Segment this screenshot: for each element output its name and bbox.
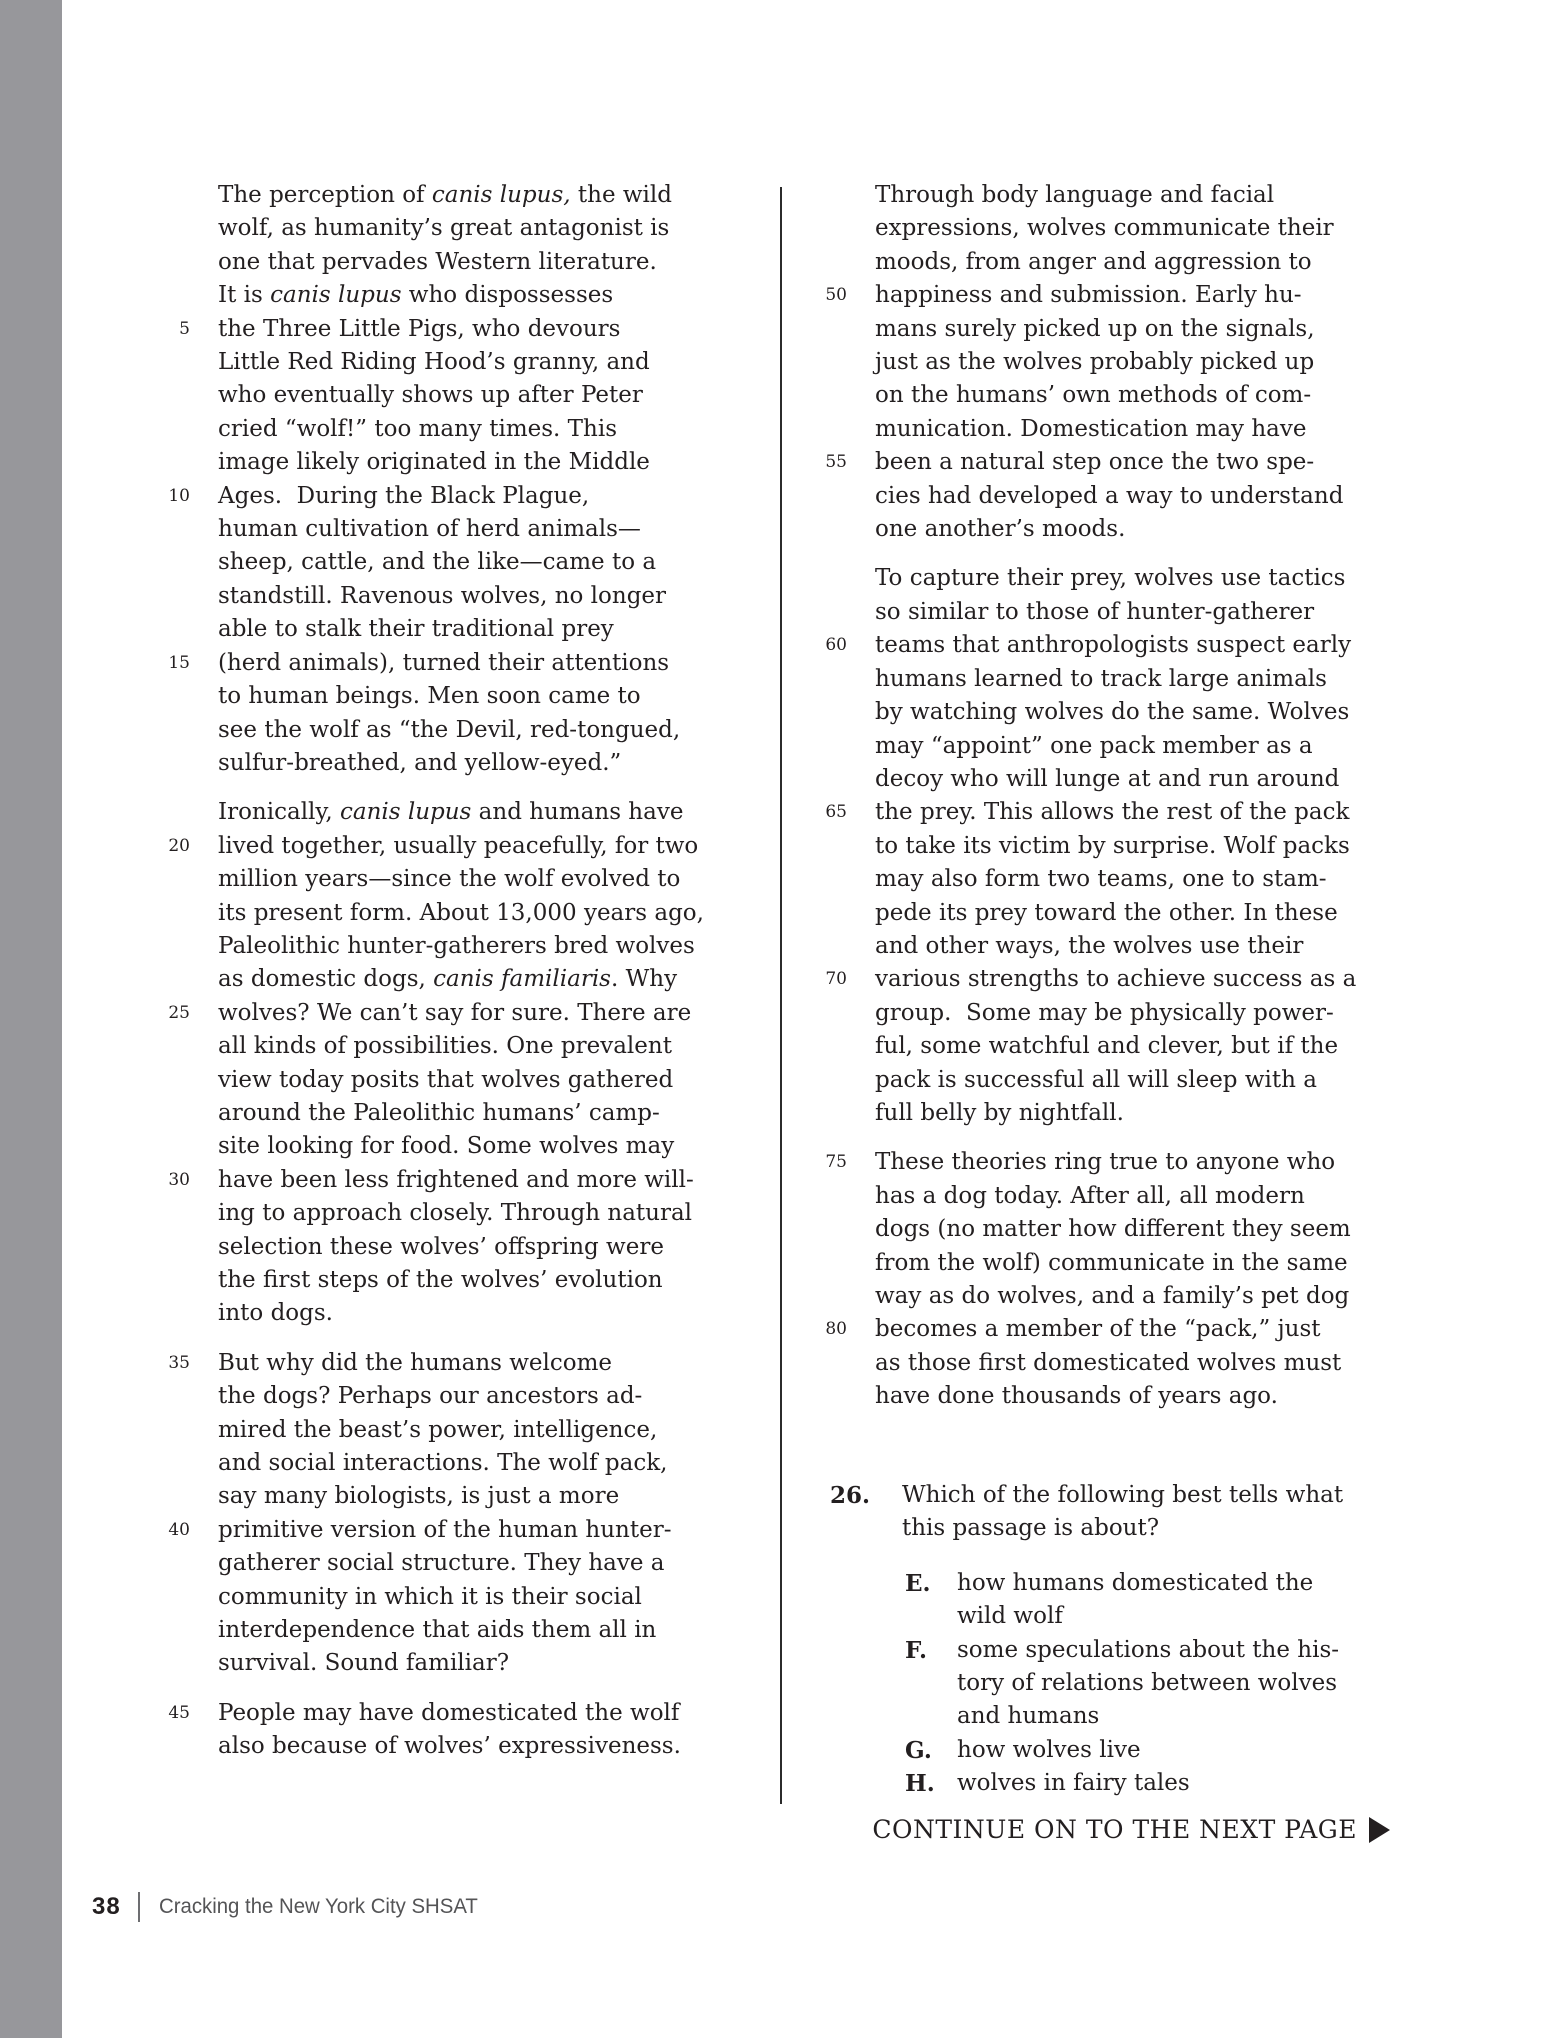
- passage-line: pack is successful all will sleep with a: [875, 1066, 1317, 1093]
- passage-line: The perception of canis lupus, the wild: [218, 182, 672, 208]
- line-number: 15: [168, 652, 190, 673]
- passage-right-column: [825, 179, 1435, 1414]
- passage-left-column: [168, 179, 774, 1764]
- passage-line: To capture their prey, wolves use tactics: [875, 565, 1346, 592]
- passage-line: into dogs.: [218, 1300, 333, 1327]
- passage-line: sulfur-breathed, and yellow-eyed.”: [218, 749, 622, 776]
- passage-line: Paleolithic hunter-gatherers bred wolves: [218, 932, 695, 959]
- question-stem-line: this passage is about?: [902, 1515, 1160, 1542]
- passage-line: just as the wolves probably picked up: [875, 349, 1315, 376]
- line-number: 80: [825, 1319, 847, 1340]
- footer-separator: [138, 1892, 140, 1922]
- passage-line: wolf, as humanity’s great antagonist is: [218, 215, 670, 242]
- line-number: 35: [168, 1352, 190, 1373]
- passage-line: human cultivation of herd animals—: [218, 516, 641, 543]
- passage-line: 5 the Three Little Pigs, who devours: [218, 313, 774, 346]
- passage-line: and social interactions. The wolf pack,: [218, 1450, 668, 1477]
- passage-line: image likely originated in the Middle: [218, 449, 650, 476]
- passage-line: may “appoint” one pack member as a: [875, 732, 1313, 759]
- answer-option-letter: G.: [905, 1736, 932, 1764]
- passage-line: community in which it is their social: [218, 1583, 642, 1610]
- passage-line: say many biologists, is just a more: [218, 1483, 620, 1510]
- answer-option-line: wolves in fairy tales: [957, 1770, 1190, 1797]
- passage-line: so similar to those of hunter-gatherer: [875, 598, 1315, 625]
- passage-line: one another’s moods.: [875, 516, 1126, 543]
- line-number: 10: [168, 485, 190, 506]
- next-page-arrow-icon: [1369, 1817, 1390, 1843]
- passage-line: as domestic dogs, canis familiaris. Why: [218, 966, 678, 993]
- passage-line: ful, some watchful and clever, but if the: [875, 1033, 1339, 1060]
- passage-line: may also form two teams, one to stam-: [875, 866, 1327, 893]
- passage-line: moods, from anger and aggression to: [875, 248, 1312, 275]
- passage-line: have done thousands of years ago.: [875, 1383, 1278, 1410]
- answer-option: [905, 1767, 1430, 1800]
- passage-line: view today posits that wolves gathered: [218, 1066, 674, 1093]
- line-number: 65: [825, 802, 847, 823]
- line-number: 20: [168, 835, 190, 856]
- passage-line: 75 These theories ring true to anyone who: [875, 1146, 1435, 1179]
- answer-option-letter: F.: [905, 1636, 928, 1664]
- passage-paragraph: [168, 1697, 774, 1764]
- passage-line: one that pervades Western literature.: [218, 248, 657, 275]
- passage-line: 80 becomes a member of the “pack,” just: [875, 1313, 1435, 1346]
- passage-line: its present form. About 13,000 years ago,: [218, 899, 704, 926]
- line-number: 30: [168, 1169, 190, 1190]
- passage-line: million years—since the wolf evolved to: [218, 866, 681, 893]
- passage-line: 55 been a natural step once the two spe-: [875, 446, 1435, 479]
- passage-line: humans learned to track large animals: [875, 665, 1327, 692]
- question-stem-line: Which of the following best tells what: [902, 1482, 1344, 1508]
- passage-line: munication. Domestication may have: [875, 415, 1307, 442]
- passage-line: by watching wolves do the same. Wolves: [875, 699, 1350, 726]
- answer-option: [905, 1634, 1430, 1734]
- passage-line: also because of wolves’ expressiveness.: [218, 1733, 681, 1760]
- question-number: 26.: [830, 1482, 871, 1509]
- passage-line: 20 lived together, usually peacefully, for two: [218, 830, 774, 863]
- passage-line: as those first domesticated wolves must: [875, 1349, 1342, 1376]
- answer-option-line: and humans: [957, 1703, 1100, 1730]
- passage-line: Little Red Riding Hood’s granny, and: [218, 349, 650, 376]
- passage-line: cried “wolf!” too many times. This: [218, 415, 617, 442]
- passage-line: 65 the prey. This allows the rest of the pack: [875, 796, 1435, 829]
- answer-option-letter: H.: [905, 1770, 935, 1798]
- passage-line: site looking for food. Some wolves may: [218, 1133, 675, 1160]
- passage-line: around the Paleolithic humans’ camp-: [218, 1099, 660, 1126]
- passage-paragraph: [168, 796, 774, 1331]
- passage-line: full belly by nightfall.: [875, 1099, 1124, 1126]
- continue-notice: [600, 1815, 1390, 1845]
- passage-line: group. Some may be physically power-: [875, 999, 1334, 1026]
- line-number: 5: [179, 318, 190, 339]
- passage-line: Ironically, canis lupus and humans have: [218, 799, 684, 826]
- passage-line: to human beings. Men soon came to: [218, 683, 641, 710]
- line-number: 40: [168, 1519, 190, 1540]
- passage-line: see the wolf as “the Devil, red-tongued,: [218, 716, 681, 743]
- line-number: 50: [825, 285, 847, 306]
- passage-line: able to stalk their traditional prey: [218, 616, 614, 643]
- passage-paragraph: [168, 1347, 774, 1681]
- answer-option-line: wild wolf: [957, 1603, 1063, 1630]
- passage-line: pede its prey toward the other. In these: [875, 899, 1338, 926]
- question-26-block: [830, 1479, 1430, 1801]
- answer-option-line: how wolves live: [957, 1736, 1141, 1763]
- passage-line: cies had developed a way to understand: [875, 482, 1344, 509]
- line-number: 25: [168, 1002, 190, 1023]
- answer-option: [905, 1734, 1430, 1767]
- passage-line: ing to approach closely. Through natural: [218, 1200, 693, 1227]
- passage-line: 40 primitive version of the human hunter-: [218, 1514, 774, 1547]
- answer-option: [905, 1567, 1430, 1634]
- page-edge-gray-bar: [0, 0, 62, 2038]
- column-divider-rule: [780, 187, 782, 1804]
- passage-line: mired the beast’s power, intelligence,: [218, 1416, 658, 1443]
- passage-line: 50 happiness and submission. Early hu-: [875, 279, 1435, 312]
- passage-line: Through body language and facial: [875, 182, 1275, 208]
- passage-line: survival. Sound familiar?: [218, 1650, 510, 1677]
- passage-line: 60 teams that anthropologists suspect early: [875, 629, 1435, 662]
- passage-line: mans surely picked up on the signals,: [875, 315, 1315, 342]
- answer-options: [905, 1567, 1430, 1801]
- passage-line: from the wolf) communicate in the same: [875, 1249, 1348, 1276]
- passage-line: expressions, wolves communicate their: [875, 215, 1334, 242]
- passage-line: and other ways, the wolves use their: [875, 932, 1304, 959]
- line-number: 60: [825, 635, 847, 656]
- passage-line: 15 (herd animals), turned their attentions: [218, 647, 774, 680]
- passage-line: 30 have been less frightened and more will-: [218, 1164, 774, 1197]
- passage-line: the dogs? Perhaps our ancestors ad-: [218, 1383, 643, 1410]
- passage-line: 70 various strengths to achieve success as a: [875, 963, 1435, 996]
- passage-paragraph: [825, 562, 1435, 1130]
- passage-line: to take its victim by surprise. Wolf packs: [875, 832, 1350, 859]
- continue-notice-text: CONTINUE ON TO THE NEXT PAGE: [872, 1815, 1357, 1844]
- passage-line: 45 People may have domesticated the wolf: [218, 1697, 774, 1730]
- footer-book-title: Cracking the New York City SHSAT: [158, 1895, 478, 1918]
- passage-paragraph: [825, 179, 1435, 546]
- passage-paragraph: [168, 179, 774, 780]
- passage-line: has a dog today. After all, all modern: [875, 1182, 1305, 1209]
- answer-option-line: some speculations about the his-: [957, 1636, 1340, 1663]
- line-number: 45: [168, 1702, 190, 1723]
- passage-line: 35 But why did the humans welcome: [218, 1347, 774, 1380]
- passage-line: way as do wolves, and a family’s pet dog: [875, 1283, 1350, 1309]
- passage-line: gatherer social structure. They have a: [218, 1550, 665, 1577]
- passage-line: sheep, cattle, and the like—came to a: [218, 549, 657, 576]
- question-stem: [830, 1479, 1430, 1546]
- passage-paragraph: [825, 1146, 1435, 1413]
- answer-option-line: how humans domesticated the: [957, 1569, 1314, 1596]
- passage-line: dogs (no matter how different they seem: [875, 1216, 1351, 1243]
- passage-line: who eventually shows up after Peter: [218, 382, 643, 409]
- passage-line: the first steps of the wolves’ evolution: [218, 1267, 663, 1293]
- passage-line: 10 Ages. During the Black Plague,: [218, 480, 774, 513]
- passage-line: decoy who will lunge at and run around: [875, 765, 1340, 792]
- passage-line: on the humans’ own methods of com-: [875, 382, 1312, 409]
- page-footer: [92, 1891, 487, 1923]
- passage-line: It is canis lupus who dispossesses: [218, 282, 614, 309]
- line-number: 55: [825, 452, 847, 473]
- footer-page-number: 38: [92, 1893, 121, 1920]
- line-number: 70: [825, 969, 847, 990]
- line-number: 75: [825, 1152, 847, 1173]
- answer-option-line: tory of relations between wolves: [957, 1670, 1338, 1697]
- passage-line: all kinds of possibilities. One prevalent: [218, 1033, 672, 1060]
- passage-line: standstill. Ravenous wolves, no longer: [218, 582, 667, 609]
- passage-line: selection these wolves’ offspring were: [218, 1233, 664, 1260]
- passage-line: 25 wolves? We can’t say for sure. There are: [218, 997, 774, 1030]
- passage-line: interdependence that aids them all in: [218, 1617, 657, 1644]
- answer-option-letter: E.: [905, 1569, 931, 1597]
